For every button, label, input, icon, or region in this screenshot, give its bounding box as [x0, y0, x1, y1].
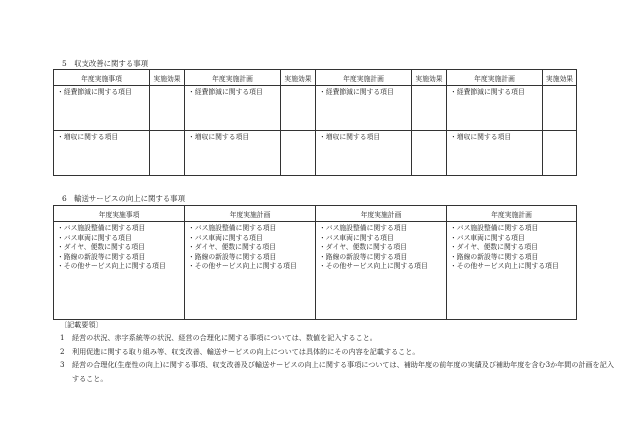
header-cell: 実施効果 — [281, 70, 316, 86]
cost-reduction-item: ・経費節減に関する項目 — [450, 88, 525, 96]
table-row — [54, 131, 577, 176]
header-cell: 実施効果 — [150, 70, 185, 86]
guideline-number: 3 — [60, 360, 65, 370]
header-cell: 年度実施計画 — [447, 206, 577, 222]
list-item: ・路線の新設等に関する項目 — [188, 252, 277, 261]
table-cell — [54, 131, 150, 176]
header-cell: 年度実施計画 — [447, 70, 543, 86]
guideline-text: 経営の合理化(生産性の向上)に関する事項、収支改善及び輸送サービスの向上に関する事項については、補助年度の前年度の実績及び補助年度を含む3か年間の計画を記入すること。 — [72, 360, 614, 383]
table-row — [54, 222, 577, 320]
revenue-improvement-table — [53, 69, 577, 176]
table-cell — [543, 86, 577, 131]
revenue-increase-item: ・増収に関する項目 — [188, 133, 250, 141]
list-item: ・ダイヤ、便数に関する項目 — [450, 243, 538, 251]
guideline-text: 利用促進に関する取り組み等、収支改善、輸送サービスの向上については具体的にその内容を記載すること。 — [72, 346, 420, 356]
table-cell — [447, 131, 543, 176]
list-item: ・バス車両に関する項目 — [57, 233, 132, 242]
table-cell — [447, 86, 543, 131]
writing-guidelines — [60, 318, 620, 385]
list-item: ・ダイヤ、便数に関する項目 — [57, 243, 145, 251]
revenue-increase-item: ・増収に関する項目 — [319, 133, 381, 141]
guideline-item — [60, 331, 620, 344]
list-item: ・その他サービス向上に関する項目 — [188, 262, 297, 270]
table-cell — [412, 86, 447, 131]
table-cell — [281, 86, 316, 131]
guideline-item — [60, 358, 620, 385]
header-cell: 年度実施計画 — [185, 70, 281, 86]
list-item: ・バス施設整備に関する項目 — [188, 224, 277, 232]
list-item: ・路線の新設等に関する項目 — [57, 252, 146, 261]
table-cell — [447, 222, 577, 320]
table-row — [54, 86, 577, 131]
revenue-increase-item: ・増収に関する項目 — [450, 133, 512, 141]
header-cell: 年度実施事項 — [54, 206, 185, 222]
table-cell — [543, 131, 577, 176]
table-cell — [150, 131, 185, 176]
table-cell — [281, 131, 316, 176]
section6-title: 6 輸送サービスの向上に関する事項 — [62, 194, 185, 203]
list-item: ・その他サービス向上に関する項目 — [450, 262, 559, 270]
table-cell — [316, 131, 412, 176]
cost-reduction-item: ・経費節減に関する項目 — [319, 88, 394, 96]
table-cell — [54, 86, 150, 131]
table-cell — [316, 222, 447, 320]
list-item: ・バス車両に関する項目 — [450, 233, 525, 242]
list-item: ・バス車両に関する項目 — [188, 233, 263, 242]
guideline-item — [60, 345, 620, 358]
section5-title: 5 収支改善に関する事項 — [62, 59, 149, 68]
header-cell: 年度実施計画 — [185, 206, 316, 222]
header-cell: 実施効果 — [543, 70, 577, 86]
list-item: ・バス施設整備に関する項目 — [319, 224, 408, 232]
header-cell: 年度実施計画 — [316, 70, 412, 86]
list-item: ・ダイヤ、便数に関する項目 — [319, 243, 407, 251]
table-cell — [412, 131, 447, 176]
list-item: ・路線の新設等に関する項目 — [319, 252, 408, 261]
table-cell — [185, 131, 281, 176]
table-cell — [54, 222, 185, 320]
list-item: ・バス車両に関する項目 — [319, 233, 394, 242]
header-cell: 年度実施計画 — [316, 206, 447, 222]
service-improvement-table — [53, 205, 577, 320]
revenue-increase-item: ・増収に関する項目 — [57, 133, 119, 141]
header-cell: 年度実施事項 — [54, 70, 150, 86]
guidelines-heading: 〔記載要領〕 — [60, 320, 103, 329]
table-cell — [185, 222, 316, 320]
table-cell — [316, 86, 412, 131]
header-cell: 実施効果 — [412, 70, 447, 86]
list-item: ・バス施設整備に関する項目 — [450, 224, 539, 232]
cost-reduction-item: ・経費節減に関する項目 — [188, 88, 263, 96]
guideline-number: 2 — [60, 346, 65, 356]
list-item: ・ダイヤ、便数に関する項目 — [188, 243, 276, 251]
table-header-row — [54, 206, 577, 222]
list-item: ・バス施設整備に関する項目 — [57, 224, 146, 232]
cost-reduction-item: ・経費節減に関する項目 — [57, 88, 132, 96]
guideline-number: 1 — [60, 333, 65, 343]
table-cell — [150, 86, 185, 131]
table-header-row — [54, 70, 577, 86]
list-item: ・その他サービス向上に関する項目 — [57, 262, 166, 270]
table-cell — [185, 86, 281, 131]
list-item: ・その他サービス向上に関する項目 — [319, 262, 428, 270]
guideline-text: 経営の状況、赤字系統等の状況、経営の合理化に関する事項については、数値を記入すること。 — [72, 333, 377, 343]
list-item: ・路線の新設等に関する項目 — [450, 252, 539, 261]
